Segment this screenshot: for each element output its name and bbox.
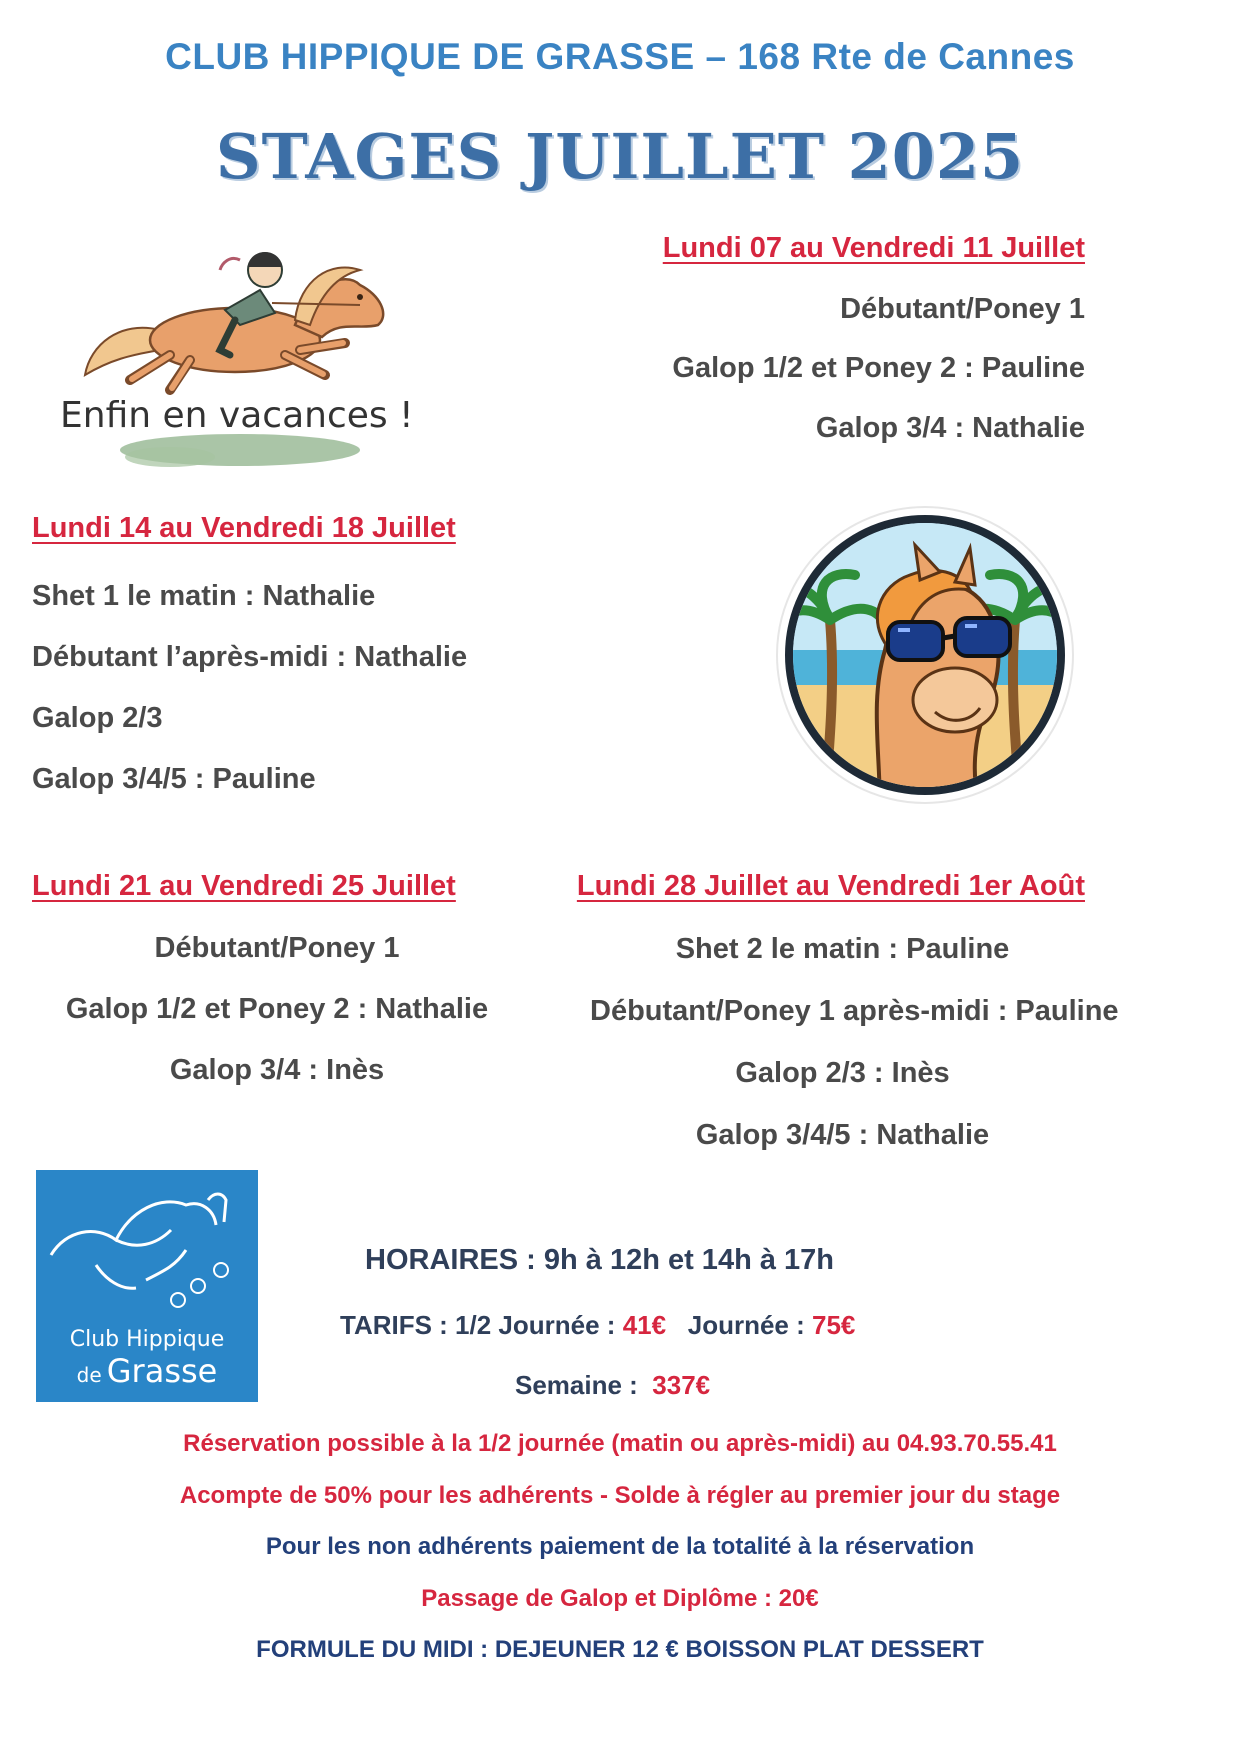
week-2-line-2: Débutant l’après-midi : Nathalie (32, 641, 468, 673)
jumping-horse-icon (36, 1170, 258, 1320)
tarifs-line (340, 1310, 855, 1341)
passage-note: Passage de Galop et Diplôme : 20€ (421, 1585, 819, 1612)
horaires-value: : 9h à 12h et 14h à 17h (526, 1244, 834, 1276)
week-1-line-2: Galop 1/2 et Poney 2 : Pauline (672, 352, 1085, 384)
horaires-label: HORAIRES (365, 1244, 519, 1276)
week-3-line-3: Galop 3/4 : Inès (169, 1054, 385, 1086)
week-3-title: Lundi 21 au Vendredi 25 Juillet (32, 870, 456, 902)
logo-name: Grasse (106, 1352, 218, 1390)
week-4-line-1: Shet 2 le matin : Pauline (675, 933, 1010, 965)
club-logo (36, 1170, 258, 1402)
non-adherents-note: Pour les non adhérents paiement de la totalité à la réservation (265, 1533, 975, 1560)
week-4-line-2: Débutant/Poney 1 après-midi : Pauline (590, 995, 1119, 1027)
rider-illustration (60, 225, 480, 485)
tarif-demi: 41€ (622, 1310, 667, 1340)
vacation-caption: Enfin en vacances ! (60, 395, 414, 436)
week-4-line-4: Galop 3/4/5 : Nathalie (695, 1119, 990, 1151)
pony-beach-illustration (770, 500, 1080, 810)
horse-rider-drawing (60, 225, 480, 485)
week-4-title: Lundi 28 Juillet au Vendredi 1er Août (576, 870, 1085, 902)
week-3-line-2: Galop 1/2 et Poney 2 : Nathalie (65, 993, 489, 1025)
logo-prefix: de (76, 1363, 102, 1387)
week-1-title: Lundi 07 au Vendredi 11 Juillet (662, 232, 1085, 264)
logo-line-2 (36, 1352, 258, 1390)
acompte-note: Acompte de 50% pour les adhérents - Solde à régler au premier jour du stage (179, 1482, 1061, 1509)
tarifs-label: TARIFS : 1/2 Journée : (340, 1310, 616, 1340)
week-2-line-4: Galop 3/4/5 : Pauline (32, 763, 316, 795)
club-address: CLUB HIPPIQUE DE GRASSE – 168 Rte de Cannes (165, 36, 1075, 77)
week-2-title: Lundi 14 au Vendredi 18 Juillet (32, 512, 456, 544)
semaine-label: Semaine : (515, 1370, 638, 1400)
pony-sunglasses-drawing (770, 500, 1080, 810)
week-2-line-1: Shet 1 le matin : Nathalie (32, 580, 376, 612)
week-3-line-1: Débutant/Poney 1 (154, 932, 400, 964)
week-4-line-3: Galop 2/3 : Inès (735, 1057, 950, 1089)
tarif-journee: 75€ (812, 1310, 856, 1340)
semaine-line (515, 1370, 710, 1401)
formule-note: FORMULE DU MIDI : DEJEUNER 12 € BOISSON PLAT DESSERT (256, 1636, 984, 1663)
week-1-line-1: Débutant/Poney 1 (840, 293, 1085, 325)
tarif-semaine: 337€ (652, 1370, 711, 1400)
page-title: STAGES JUILLET 2025 (215, 120, 1025, 193)
horaires-line (365, 1244, 834, 1277)
week-1-line-3: Galop 3/4 : Nathalie (815, 412, 1085, 444)
journee-label: Journée : (687, 1310, 805, 1340)
logo-line-1: Club Hippique (69, 1327, 225, 1352)
week-2-line-3: Galop 2/3 (32, 702, 163, 734)
reservation-note: Réservation possible à la 1/2 journée (matin ou après-midi) au 04.93.70.55.41 (183, 1430, 1057, 1457)
